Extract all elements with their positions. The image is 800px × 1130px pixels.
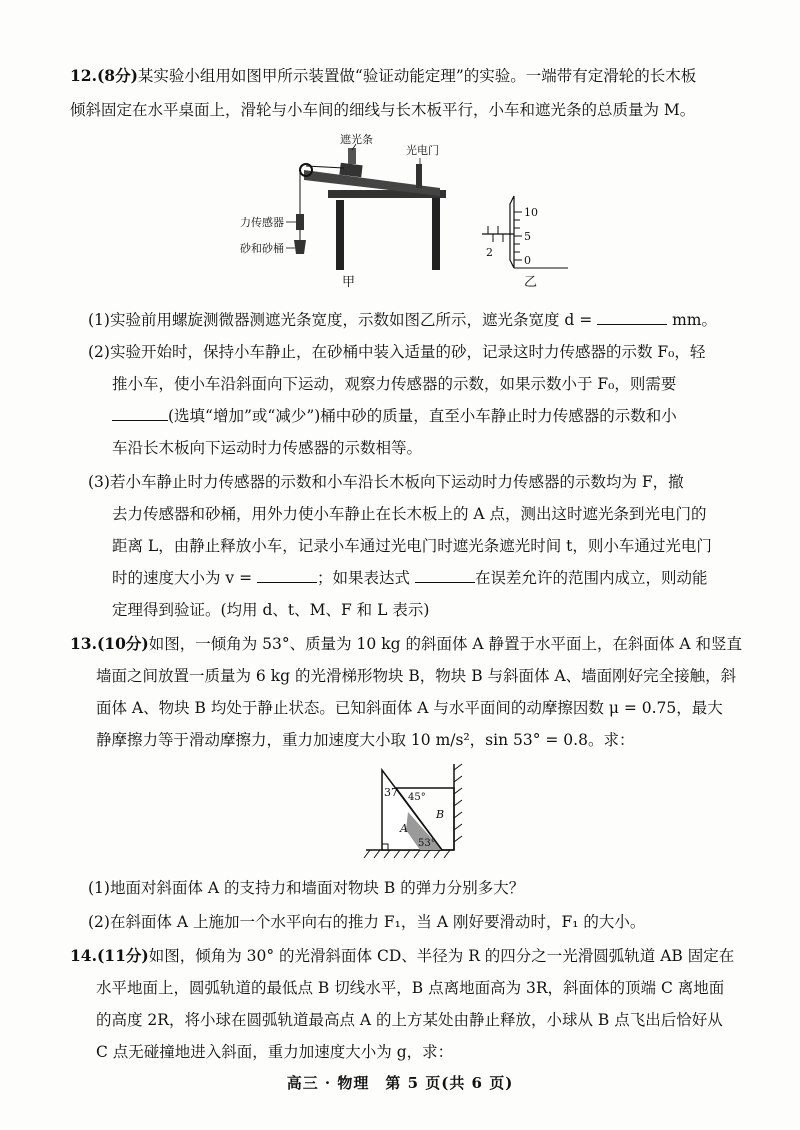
q12-part2-line3: (选填“增加”或“减少”)桶中砂的质量，直至小车静止时力传感器的示数和小 xyxy=(112,400,760,432)
tick-0: 0 xyxy=(524,254,531,267)
q12-part3-line3: 距离 L，由静止释放小车，记录小车通过光电门时遮光条遮光时间 t，则小车通过光电门 xyxy=(112,537,712,555)
q12-part2-line4: 车沿长木板向下运动时力传感器的示数相等。 xyxy=(112,439,423,457)
answer-blank-v[interactable] xyxy=(257,566,317,583)
cart xyxy=(339,163,362,178)
q14-line2: 水平地面上，圆弧轨道的最低点 B 切线水平，B 点离地面高为 3R，斜面体的顶端 C 离地面 xyxy=(96,979,725,997)
table-leg-right xyxy=(432,192,440,270)
tick-2: 2 xyxy=(486,246,493,259)
q13-line3: 面体 A、物块 B 均处于静止状态。已知斜面体 A 与水平面间的动摩擦因数 μ = 0.75，最大 xyxy=(96,699,723,717)
label-A: A xyxy=(400,822,408,835)
caption-yi: 乙 xyxy=(524,275,538,290)
q14-header: 14.(11分) xyxy=(70,946,149,965)
q12-stem-line2: 倾斜固定在水平桌面上，滑轮与小车间的细线与长木板平行，小车和遮光条的总质量为 M。 xyxy=(70,101,696,119)
sand-bucket xyxy=(294,240,306,254)
table-leg-left xyxy=(336,200,344,270)
wall-hatch xyxy=(454,764,462,842)
q12-part3-line1: (3)若小车静止时力传感器的示数和小车沿长木板向下运动时力传感器的示数均为 F，撤 xyxy=(88,473,684,491)
ground-hatch xyxy=(364,850,450,858)
angle-53: 53° xyxy=(418,838,436,849)
tick-5: 5 xyxy=(524,230,531,243)
photogate xyxy=(416,164,422,188)
force-sensor xyxy=(296,214,304,230)
answer-blank-d[interactable] xyxy=(597,308,667,325)
q14-line3: 的高度 2R，将小球在圆弧轨道最高点 A 的上方某处由静止释放，小球从 B 点飞出后恰好从 xyxy=(96,1011,723,1029)
q13-line2: 墙面之间放置一质量为 6 kg 的光滑梯形物块 B，物块 B 与斜面体 A、墙面刚好完全接触，斜 xyxy=(96,667,737,685)
q13-line1: 13.(10分)如图，一倾角为 53°、质量为 10 kg 的斜面体 A 静置于水平面上，在斜面体 A 和竖直 xyxy=(70,634,743,653)
angle-45: 45° xyxy=(408,792,426,803)
q13-header: 13.(10分) xyxy=(70,634,149,653)
answer-blank-choice[interactable] xyxy=(112,404,168,421)
label-guangdianmen: 光电门 xyxy=(406,144,439,157)
angle-37: 37 xyxy=(384,786,398,799)
q12-part3-line4: 时的速度大小为 v = ；如果表达式 在误差允许的范围内成立，则动能 xyxy=(112,562,760,594)
q12-part1: (1)实验前用螺旋测微器测遮光条宽度，示数如图乙所示，遮光条宽度 d = mm。 xyxy=(88,304,760,336)
q14-line4: C 点无碰撞地进入斜面，重力加速度大小为 g，求： xyxy=(96,1043,454,1061)
q13-line4: 静摩擦力等于滑动摩擦力，重力加速度大小取 10 m/s²，sin 53° = 0.8。求： xyxy=(96,731,635,749)
q12-part2-line1: (2)实验开始时，保持小车静止，在砂桶中装入适量的砂，记录这时力传感器的示数 F₀，轻 xyxy=(88,343,706,361)
answer-blank-expression[interactable] xyxy=(415,566,475,583)
q12-part2-line2: 推小车，使小车沿斜面向下运动，观察力传感器的示数，如果示数小于 F₀，则需要 xyxy=(112,375,677,393)
q12-stem-line1: 12.(8分)某实验小组用如图甲所示装置做“验证动能定理”的实验。一端带有定滑轮的长木板 xyxy=(70,66,697,85)
q12-header: 12.(8分) xyxy=(70,66,138,85)
q13-sub1: (1)地面对斜面体 A 的支持力和墙面对物块 B 的弹力分别多大？ xyxy=(88,879,525,897)
label-B: B xyxy=(436,808,445,821)
q14-line1: 14.(11分)如图，倾角为 30° 的光滑斜面体 CD、半径为 R 的四分之一光滑圆弧轨道 AB 固定在 xyxy=(70,946,735,965)
label-lichuanganqi: 力传感器 xyxy=(240,216,284,229)
light-strip xyxy=(348,148,356,164)
micrometer-thimble xyxy=(510,196,514,268)
caption-jia: 甲 xyxy=(342,275,356,290)
figure-jia xyxy=(240,130,480,290)
label-shahe: 砂和砂桶 xyxy=(240,242,284,255)
page-footer: 高三 · 物理 第 5 页(共 6 页) xyxy=(286,1074,514,1092)
tick-10: 10 xyxy=(524,206,538,219)
figure-yi xyxy=(478,190,578,290)
figure-q13 xyxy=(362,760,472,864)
q12-part3-line5: 定理得到验证。(均用 d、t、M、F 和 L 表示) xyxy=(112,601,430,619)
q12-part3-line2: 去力传感器和砂桶，用外力使小车静止在长木板上的 A 点，测出这时遮光条到光电门的 xyxy=(112,505,707,523)
q13-sub2: (2)在斜面体 A 上施加一个水平向右的推力 F₁，当 A 刚好要滑动时，F₁ 的大小。 xyxy=(88,913,646,931)
label-zheguangtiao: 遮光条 xyxy=(340,133,373,146)
